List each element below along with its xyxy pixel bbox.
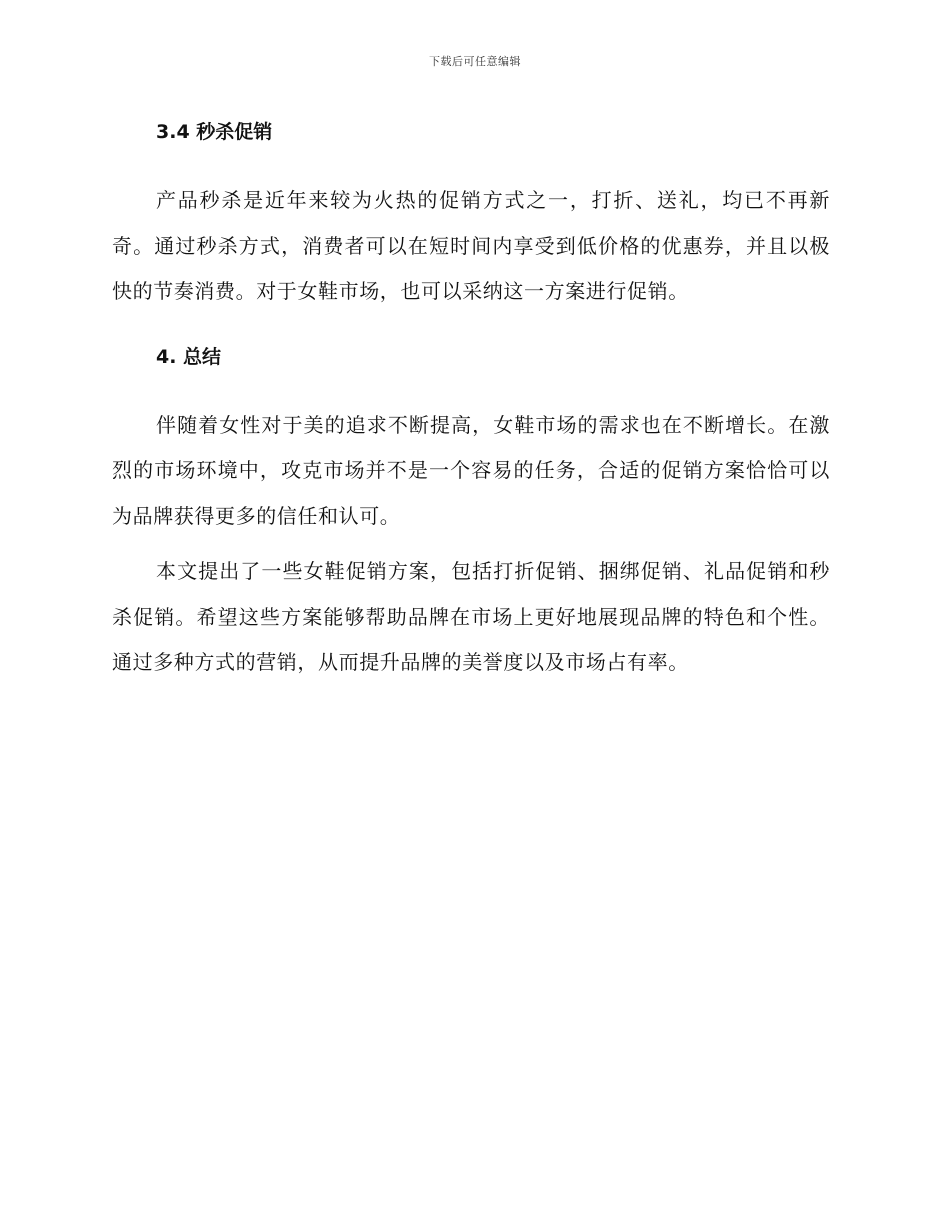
section-heading-3-4: 3.4 秒杀促销 (156, 121, 273, 143)
document-body (112, 112, 830, 686)
section-heading-4: 4. 总结 (156, 345, 222, 368)
body-paragraph: 本文提出了一些女鞋促销方案，包括打折促销、捆绑促销、礼品促销和秒杀促销。希望这些方案能够帮助品牌在市场上更好地展现品牌的特色和个性。通过多种方式的营销，从而提升品牌的美誉度以及市场占有率。 (112, 559, 830, 674)
running-header: 下载后可任意编辑 (429, 55, 521, 68)
body-paragraph: 产品秒杀是近年来较为火热的促销方式之一，打折、送礼，均已不再新奇。通过秒杀方式，消费者可以在短时间内享受到低价格的优惠券，并且以极快的节奏消费。对于女鞋市场，也可以采纳这一方案进行促销。 (112, 188, 830, 303)
body-paragraph: 伴随着女性对于美的追求不断提高，女鞋市场的需求也在不断增长。在激烈的市场环境中，攻克市场并不是一个容易的任务，合适的促销方案恰恰可以为品牌获得更多的信任和认可。 (112, 412, 830, 528)
